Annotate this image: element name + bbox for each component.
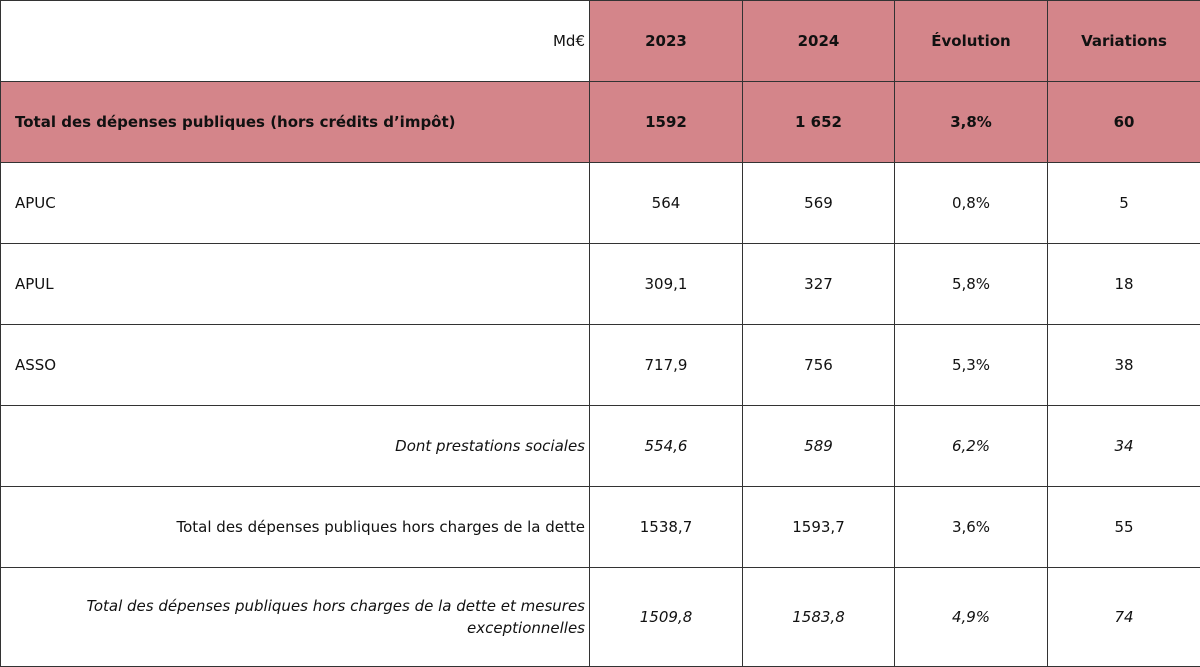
cell-evolution: 5,3% (895, 325, 1048, 406)
column-header-variations: Variations (1048, 1, 1200, 82)
cell-variations: 55 (1048, 487, 1200, 568)
cell-variations: 60 (1048, 82, 1200, 163)
cell-2024: 756 (743, 325, 895, 406)
cell-evolution: 6,2% (895, 406, 1048, 487)
row-label: ASSO (1, 325, 590, 406)
cell-2023: 564 (590, 163, 743, 244)
row-label: Total des dépenses publiques hors charges de la dette (1, 487, 590, 568)
cell-evolution: 0,8% (895, 163, 1048, 244)
cell-variations: 34 (1048, 406, 1200, 487)
cell-2024: 1583,8 (743, 568, 895, 667)
table-row-hors-dette (1, 487, 1200, 568)
column-header-2023: 2023 (590, 1, 743, 82)
column-header-2024: 2024 (743, 1, 895, 82)
cell-2023: 309,1 (590, 244, 743, 325)
cell-variations: 38 (1048, 325, 1200, 406)
cell-variations: 18 (1048, 244, 1200, 325)
cell-evolution: 3,8% (895, 82, 1048, 163)
cell-evolution: 4,9% (895, 568, 1048, 667)
table-row-asso (1, 325, 1200, 406)
cell-2024: 569 (743, 163, 895, 244)
column-header-evolution: Évolution (895, 1, 1048, 82)
row-label: Dont prestations sociales (1, 406, 590, 487)
cell-variations: 74 (1048, 568, 1200, 667)
cell-evolution: 5,8% (895, 244, 1048, 325)
table-row-apul (1, 244, 1200, 325)
table-row-prestations-sociales (1, 406, 1200, 487)
table-row-total (1, 82, 1200, 163)
cell-variations: 5 (1048, 163, 1200, 244)
header-row (1, 1, 1200, 82)
cell-2024: 1593,7 (743, 487, 895, 568)
cell-2023: 1509,8 (590, 568, 743, 667)
unit-label: Md€ (1, 1, 590, 82)
cell-2023: 717,9 (590, 325, 743, 406)
row-label: APUL (1, 244, 590, 325)
cell-2024: 1 652 (743, 82, 895, 163)
row-label: APUC (1, 163, 590, 244)
table-row-apuc (1, 163, 1200, 244)
row-label: Total des dépenses publiques hors charges de la dette et mesures exceptionnelles (1, 568, 590, 667)
cell-2024: 327 (743, 244, 895, 325)
row-label: Total des dépenses publiques (hors crédits d’impôt) (1, 82, 590, 163)
cell-2024: 589 (743, 406, 895, 487)
cell-2023: 1538,7 (590, 487, 743, 568)
cell-evolution: 3,6% (895, 487, 1048, 568)
cell-2023: 554,6 (590, 406, 743, 487)
cell-2023: 1592 (590, 82, 743, 163)
table-row-hors-dette-mesures (1, 568, 1200, 667)
